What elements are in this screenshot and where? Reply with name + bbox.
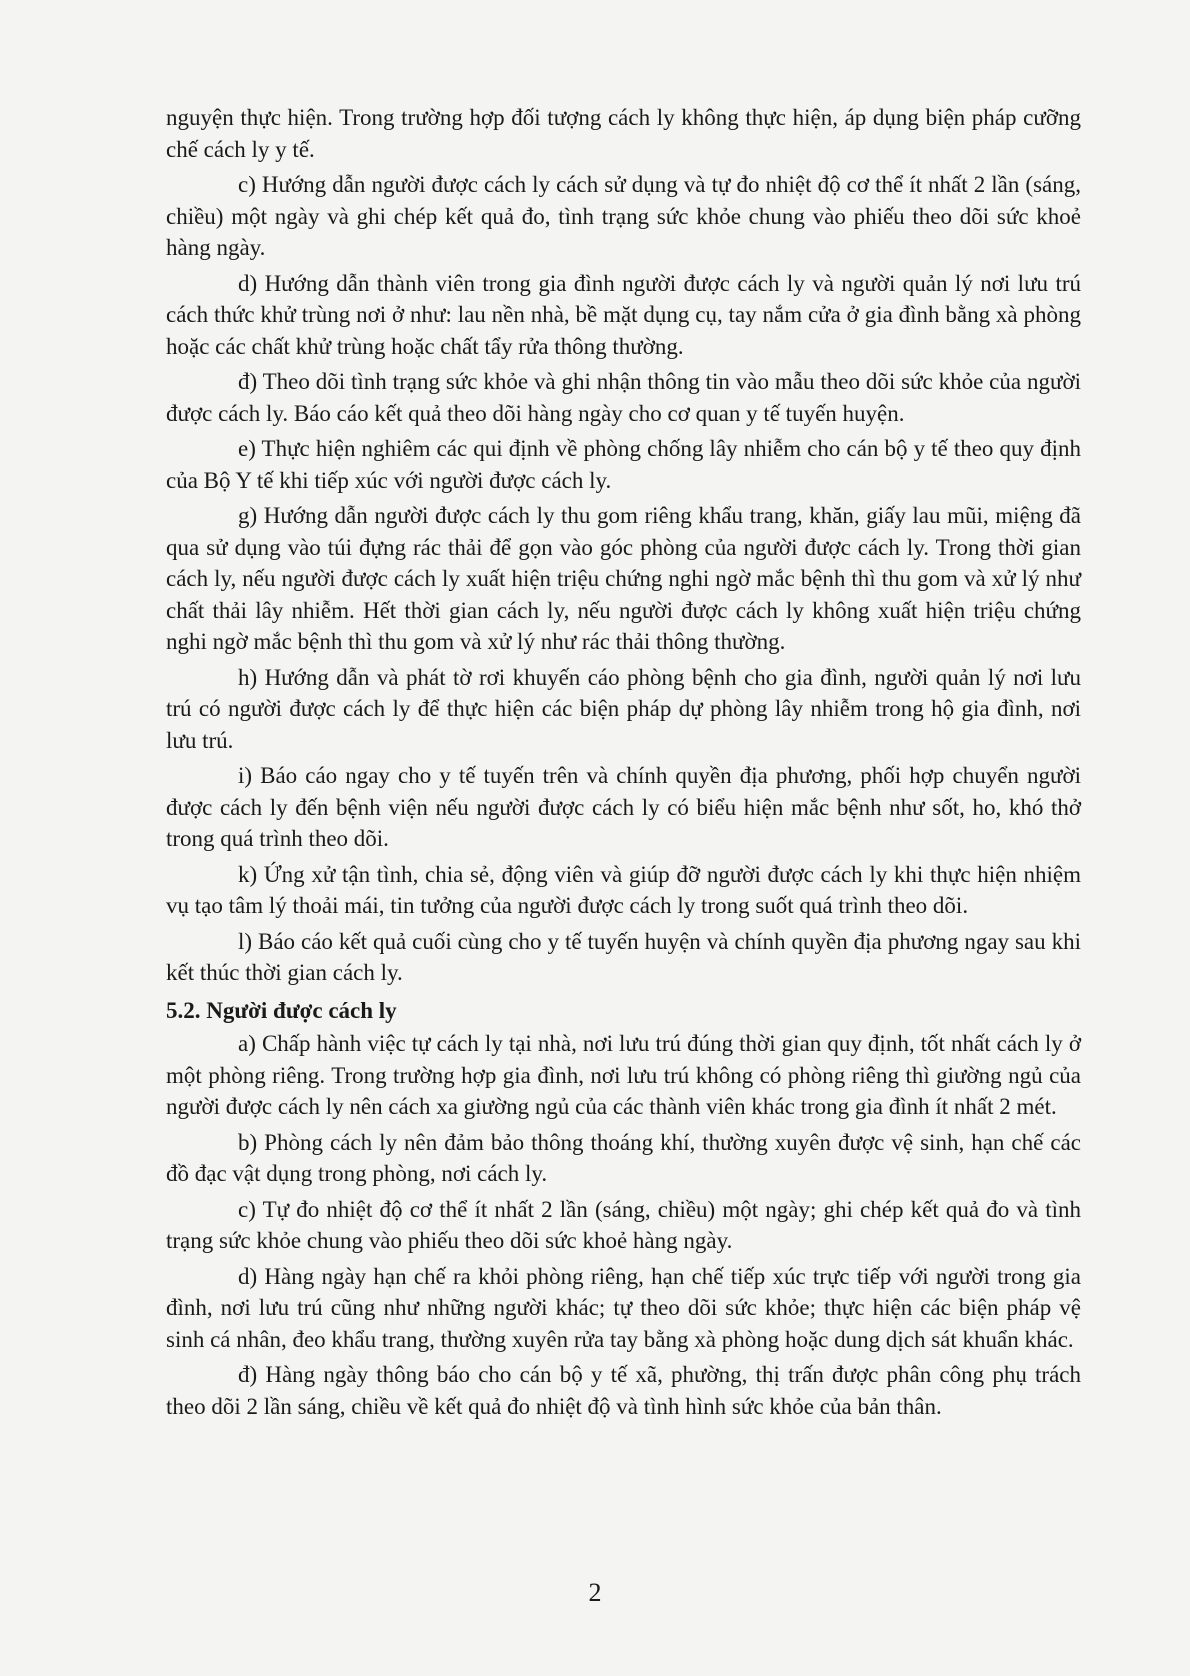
paragraph-item-d: d) Hướng dẫn thành viên trong gia đình người được cách ly và người quản lý nơi lưu trú cách thức khử trùng nơi ở như: lau nền nhà, bề mặt dụng cụ, tay nắm cửa ở gia đình bằng xà phòng hoặc các chất khử trùng hoặc chất tẩy rửa thông thường.: [166, 270, 1081, 359]
paragraph-item-k: k) Ứng xử tận tình, chia sẻ, động viên và giúp đỡ người được cách ly khi thực hiện nhiệm vụ tạo tâm lý thoải mái, tin tưởng của người được cách ly trong suốt quá trình theo dõi.: [166, 861, 1081, 918]
paragraph-item-l: l) Báo cáo kết quả cuối cùng cho y tế tuyến huyện và chính quyền địa phương ngay sau khi kết thúc thời gian cách ly.: [166, 928, 1081, 985]
section-paragraph-d: d) Hàng ngày hạn chế ra khỏi phòng riêng, hạn chế tiếp xúc trực tiếp với người trong gia đình, nơi lưu trú cũng như những người khác; tự theo dõi sức khỏe; thực hiện các biện pháp vệ sinh cá nhân, đeo khẩu trang, thường xuyên rửa tay bằng xà phòng hoặc dung dịch sát khuẩn khác.: [166, 1263, 1081, 1352]
paragraph-item-h: h) Hướng dẫn và phát tờ rơi khuyến cáo phòng bệnh cho gia đình, người quản lý nơi lưu trú có người được cách ly để thực hiện các biện pháp dự phòng lây nhiễm trong hộ gia đình, nơi lưu trú.: [166, 664, 1081, 753]
paragraph-item-g: g) Hướng dẫn người được cách ly thu gom riêng khẩu trang, khăn, giấy lau mũi, miệng đã qua sử dụng vào túi đựng rác thải để gọn vào góc phòng của người được cách ly. Trong thời gian cách ly, nếu người được cách ly xuất hiện triệu chứng nghi ngờ mắc bệnh thì thu gom và xử lý như chất thải lây nhiễm. Hết thời gian cách ly, nếu người được cách ly không xuất hiện triệu chứng nghi ngờ mắc bệnh thì thu gom và xử lý như rác thải thông thường.: [166, 503, 1081, 654]
section-heading: 5.2. Người được cách ly: [166, 997, 397, 1023]
paragraph-continuation: nguyện thực hiện. Trong trường hợp đối tượng cách ly không thực hiện, áp dụng biện pháp cưỡng chế cách ly y tế.: [166, 105, 1081, 162]
paragraph-item-c: c) Hướng dẫn người được cách ly cách sử dụng và tự đo nhiệt độ cơ thể ít nhất 2 lần (sáng, chiều) một ngày và ghi chép kết quả đo, tình trạng sức khỏe chung vào phiếu theo dõi sức khoẻ hàng ngày.: [166, 172, 1081, 260]
document-page: [166, 102, 1081, 1676]
page-number: 2: [588, 1578, 602, 1607]
section-paragraph-b: b) Phòng cách ly nên đảm bảo thông thoáng khí, thường xuyên được vệ sinh, hạn chế các đồ đạc vật dụng trong phòng, nơi cách ly.: [166, 1129, 1081, 1186]
section-paragraph-c: c) Tự đo nhiệt độ cơ thể ít nhất 2 lần (sáng, chiều) một ngày; ghi chép kết quả đo và tình trạng sức khỏe chung vào phiếu theo dõi sức khoẻ hàng ngày.: [166, 1196, 1081, 1253]
section-paragraph-dd: đ) Hàng ngày thông báo cho cán bộ y tế xã, phường, thị trấn được phân công phụ trách theo dõi 2 lần sáng, chiều về kết quả đo nhiệt độ và tình hình sức khỏe của bản thân.: [166, 1362, 1081, 1419]
paragraph-item-dd: đ) Theo dõi tình trạng sức khỏe và ghi nhận thông tin vào mẫu theo dõi sức khỏe của người được cách ly. Báo cáo kết quả theo dõi hàng ngày cho cơ quan y tế tuyến huyện.: [166, 369, 1081, 426]
section-paragraph-a: a) Chấp hành việc tự cách ly tại nhà, nơi lưu trú đúng thời gian quy định, tốt nhất cách ly ở một phòng riêng. Trong trường hợp gia đình, nơi lưu trú không có phòng riêng thì giường ngủ của người được cách ly nên cách xa giường ngủ của các thành viên khác trong gia đình ít nhất 2 mét.: [166, 1031, 1081, 1119]
paragraph-item-e: e) Thực hiện nghiêm các qui định về phòng chống lây nhiễm cho cán bộ y tế theo quy định của Bộ Y tế khi tiếp xúc với người được cách ly.: [166, 436, 1081, 493]
paragraph-item-i: i) Báo cáo ngay cho y tế tuyến trên và chính quyền địa phương, phối hợp chuyển người được cách ly đến bệnh viện nếu người được cách ly có biểu hiện mắc bệnh như sốt, ho, khó thở trong quá trình theo dõi.: [166, 763, 1081, 851]
